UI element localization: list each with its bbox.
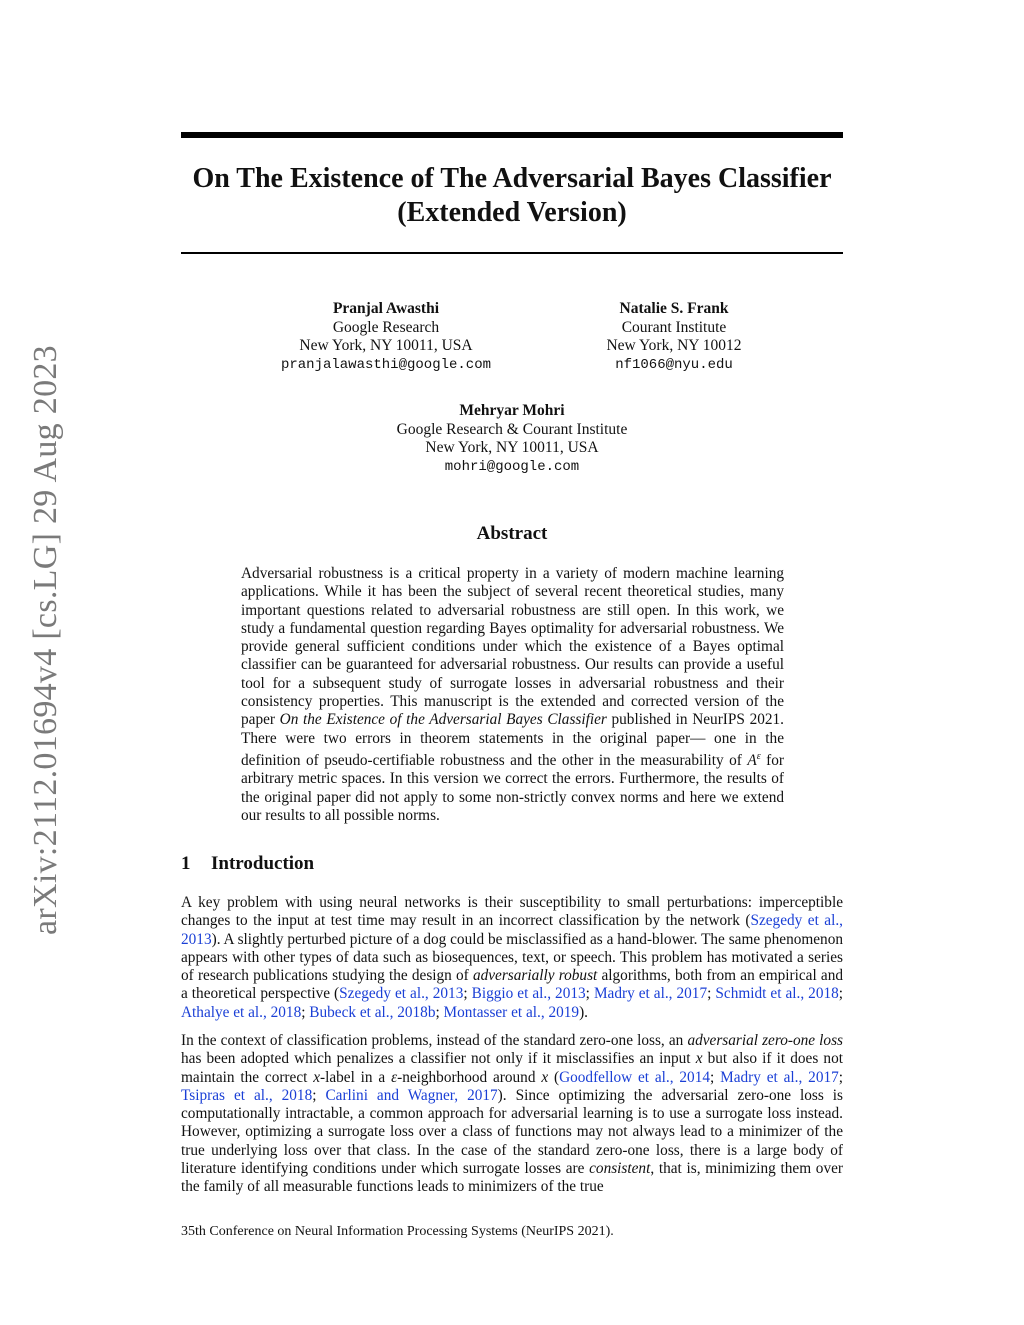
citation-link[interactable]: Madry et al., 2017 — [593, 985, 708, 1003]
title-bottom-rule — [181, 252, 843, 254]
paragraph-text: but also if it does not maintain the correct — [181, 1050, 843, 1086]
paragraph-text: A key problem with using neural networks is their susceptibility to small perturbations: imperceptible changes to the input at test time may result in an incorrect classification by the network ( — [181, 894, 843, 930]
section-heading-introduction — [181, 853, 314, 875]
citation-link[interactable]: Goodfellow et al., 2014 — [559, 1068, 711, 1086]
author-name: Mehryar Mohri — [459, 402, 565, 419]
paragraph-text: ). A slightly perturbed picture of a dog could be misclassified as a hand-blower. The same phenomenon appears with other types of data such as biosequences, text, or speech. This problem has motivated a series of research publications studying the design of — [181, 930, 843, 985]
abstract-paper-title: On the Existence of the Adversarial Bayes Classifier — [279, 711, 607, 729]
abstract-text-b: published in NeurIPS 2021. There were two errors in theorem statements in the original paper— one in the definition of pseudo-certifiable robustness and the other in the measurability of — [241, 711, 784, 770]
paragraph-text: ). Since optimizing the adversarial zero-one loss is computationally intractable, a common approach for adversarial learning is to use a surrogate loss instead. However, optimizing a surrogate loss over a class of functions may not always lead to a minimizer of the true underlying loss over that class. In the case of the standard zero-one loss, there is a large body of literature identifying conditions under which surrogate losses are — [181, 1086, 843, 1178]
title-line-2: (Extended Version) — [397, 197, 627, 228]
author-email[interactable]: nf1066@nyu.edu — [615, 356, 733, 373]
citation-link[interactable]: Schmidt et al., 2018 — [715, 985, 839, 1003]
citation-link[interactable]: Szegedy et al., 2013 — [339, 985, 464, 1003]
citation-link[interactable]: Athalye et al., 2018 — [181, 1003, 302, 1021]
abstract-text-a: Adversarial robustness is a critical property in a variety of modern machine learning applications. While it has been the subject of several recent theoretical studies, many important questions related to adversarial robustness are still open. In this work, we study a fundamental question regarding Bayes optimality for adversarial robustness. We provide general sufficient conditions under which the existence of a Bayes optimal classifier can be guaranteed for adversarial robustness. Our results can provide a useful tool for a subsequent study of surrogate losses in adversarial robustness and their consistency properties. This manuscript is the extended and corrected version of the paper — [241, 565, 784, 729]
author-affiliation: Courant Institute — [621, 318, 727, 336]
paper-title — [181, 162, 843, 230]
math-symbol-a: A — [747, 752, 757, 770]
author-block-frank — [574, 300, 774, 374]
intro-paragraph-1 — [181, 894, 843, 1022]
citation-link[interactable]: Biggio et al., 2013 — [471, 985, 586, 1003]
citation-separator: ; — [710, 1068, 721, 1086]
citation-link[interactable]: Montasser et al., 2019 — [443, 1003, 580, 1021]
citation-link[interactable]: Szegedy et al., 2013 — [181, 912, 843, 948]
citation-separator: ; — [463, 985, 472, 1003]
abstract-heading: Abstract — [476, 523, 548, 544]
math-variable-epsilon: ε — [391, 1068, 398, 1086]
citation-separator: ; — [435, 1003, 444, 1021]
math-variable-x: x — [695, 1050, 703, 1068]
citation-link[interactable]: Bubeck et al., 2018b — [309, 1003, 436, 1021]
citation-separator: ; — [838, 985, 844, 1003]
intro-paragraph-2 — [181, 1032, 843, 1197]
author-email[interactable]: pranjalawasthi@google.com — [280, 356, 492, 373]
author-block-awasthi — [256, 300, 516, 374]
citation-separator: ; — [301, 1003, 310, 1021]
author-address: New York, NY 10011, USA — [425, 439, 599, 456]
section-number: 1 — [181, 853, 191, 874]
paragraph-text: algorithms, both from an empirical and a theoretical perspective ( — [181, 967, 843, 1003]
citation-link[interactable]: Tsipras et al., 2018 — [181, 1086, 313, 1104]
paragraph-text: In the context of classification problems, instead of the standard zero-one loss, an — [181, 1032, 688, 1049]
paragraph-text: ). — [579, 1003, 588, 1021]
title-top-rule — [181, 132, 843, 138]
citation-link[interactable]: Madry et al., 2017 — [720, 1068, 839, 1086]
paragraph-text: ( — [548, 1068, 560, 1086]
section-title: Introduction — [211, 853, 315, 874]
citation-separator: ; — [585, 985, 594, 1003]
author-affiliation: Google Research & Courant Institute — [396, 420, 628, 438]
math-variable-x: x — [313, 1068, 321, 1086]
citation-separator: ; — [312, 1086, 326, 1104]
author-affiliation: Google Research — [332, 318, 440, 336]
paragraph-text: -neighborhood around — [397, 1068, 542, 1086]
arxiv-identifier-stamp: arXiv:2112.01694v4 [cs.LG] 29 Aug 2023 — [27, 345, 64, 935]
author-block-mohri — [362, 402, 662, 476]
emphasis-text: adversarial zero-one loss — [687, 1032, 843, 1049]
citation-separator: ; — [707, 985, 716, 1003]
math-superscript-epsilon: ε — [756, 750, 761, 762]
paragraph-text: has been adopted which penalizes a classifier not only if it misclassifies an input — [181, 1050, 696, 1068]
abstract-text-c: for arbitrary metric spaces. In this version we correct the errors. Furthermore, the results of the original paper did not apply to some non-strictly convex norms and here we extend our results to all possible norms. — [241, 752, 784, 824]
citation-separator: ; — [838, 1068, 844, 1086]
author-address: New York, NY 10011, USA — [299, 337, 473, 354]
author-address: New York, NY 10012 — [606, 337, 742, 354]
emphasis-text: adversarially robust — [472, 967, 598, 985]
title-line-1: On The Existence of The Adversarial Bayes Classifier — [192, 163, 832, 194]
author-name: Natalie S. Frank — [619, 300, 729, 317]
emphasis-text: consistent — [589, 1160, 651, 1178]
paragraph-text: -label in a — [320, 1068, 392, 1086]
citation-link[interactable]: Carlini and Wagner, 2017 — [325, 1086, 498, 1104]
math-variable-x: x — [541, 1068, 549, 1086]
paragraph-text: , that is, minimizing them over the family of all measurable functions leads to minimizers of the true — [181, 1160, 843, 1196]
abstract-text — [241, 565, 784, 825]
conference-footnote: 35th Conference on Neural Information Processing Systems (NeurIPS 2021). — [181, 1224, 614, 1239]
author-name: Pranjal Awasthi — [332, 300, 440, 317]
author-email[interactable]: mohri@google.com — [444, 458, 580, 475]
